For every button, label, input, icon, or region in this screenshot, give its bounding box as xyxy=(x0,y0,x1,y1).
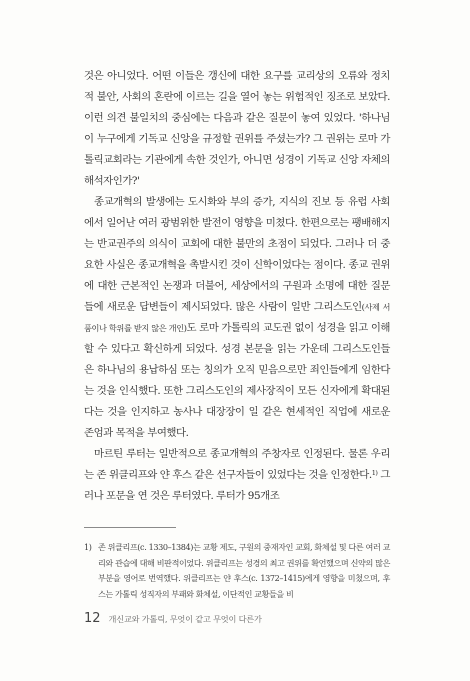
paragraph-3 xyxy=(84,444,390,507)
paragraph-2-text-b: 도 로마 가톨릭의 교도권 없이 성경을 읽고 이해할 수 있다고 확신하게 되었다. 성경 본문을 읽는 가운데 그리스도인들은 하나님의 용납하심 또는 칭의가 오직 믿음으로만 죄인들에게 임한다는 것을 인식했다. 또한 그리스도인의 제사장직이 모든 신자에게 확대된다는 것을 인지하고 농사나 대장장이 일 같은 현세적인 직업에 새로운 존엄과 목적을 부여했다. xyxy=(84,322,390,439)
paragraph-3-text-a: 마르틴 루터는 일반적으로 종교개혁의 주창자로 인정된다. 물론 우리는 존 위클리프와 얀 후스 같은 선구자들이 있었다는 것을 인정한다. xyxy=(84,448,390,481)
running-title: 개신교와 가톨릭, 무엇이 같고 무엇이 다른가 xyxy=(108,614,262,624)
paragraph-3-text-b: 그러나 포문을 연 것은 루터였다. 루터가 95개조 xyxy=(84,469,390,502)
paragraph-1 xyxy=(84,66,390,192)
paragraph-1-text: 것은 아니었다. 어떤 이들은 갱신에 대한 요구를 교리상의 오류와 정치적 불안, 사회의 혼란에 이르는 길을 열어 놓는 위험적인 징조로 보았다. 이런 의견 불일치의 중심에는 다음과 같은 질문이 놓여 있었다. '하나님이 누구에게 기독교 신앙을 규정할 권위를 주셨는가? 그 권위는 로마 가톨릭교회라는 기관에게 속한 것인가, 아니면 성경이 기독교 신앙 자체의 해석자인가?' xyxy=(84,70,390,187)
footnote-number: 1) xyxy=(84,542,92,552)
footnote-divider xyxy=(84,527,176,528)
page-footer xyxy=(84,611,390,629)
paragraph-2-text-a: 종교개혁의 발생에는 도시화와 부의 증가, 지식의 진보 등 유럽 사회에서 일어난 여러 광범위한 발전이 영향을 미쳤다. 한편으로는 팽배해지는 반교권주의 의식이 교회에 대한 불만의 초점이 되었다. 그러나 더 중요한 사실은 종교개혁을 촉발시킨 것이 신학이었다는 점이다. 종교 권위에 대한 근본적인 논쟁과 더불어, 세상에서의 구원과 소명에 대한 질문들에 새로운 답변들이 제시되었다. 많은 사람이 일반 그리스도인 xyxy=(84,196,390,313)
footnote-reference: 1) xyxy=(371,469,378,477)
page-number: 12 xyxy=(84,611,101,626)
paragraph-2 xyxy=(84,192,390,444)
main-text xyxy=(84,66,390,507)
footnote-text: 존 위클리프(c. 1330–1384)는 교황 제도, 구원의 중재자인 교회, 화체설 및 다른 여러 교리와 관습에 대해 비판적이었다. 위클리프는 성경의 최고 권위를 확언했으며 신약의 많은 부분을 영어로 번역했다. 위클리프는 얀 후스(c. 1372–1415)에게 영향을 미쳤으며, 후스는 가톨릭 성직자의 부패와 화체설, 이단적인 교황들을 비 xyxy=(98,542,390,599)
footnote xyxy=(84,540,390,602)
paragraph-2-parenthetical: (사제 서품이나 학위를 받지 않은 개인) xyxy=(84,302,390,333)
